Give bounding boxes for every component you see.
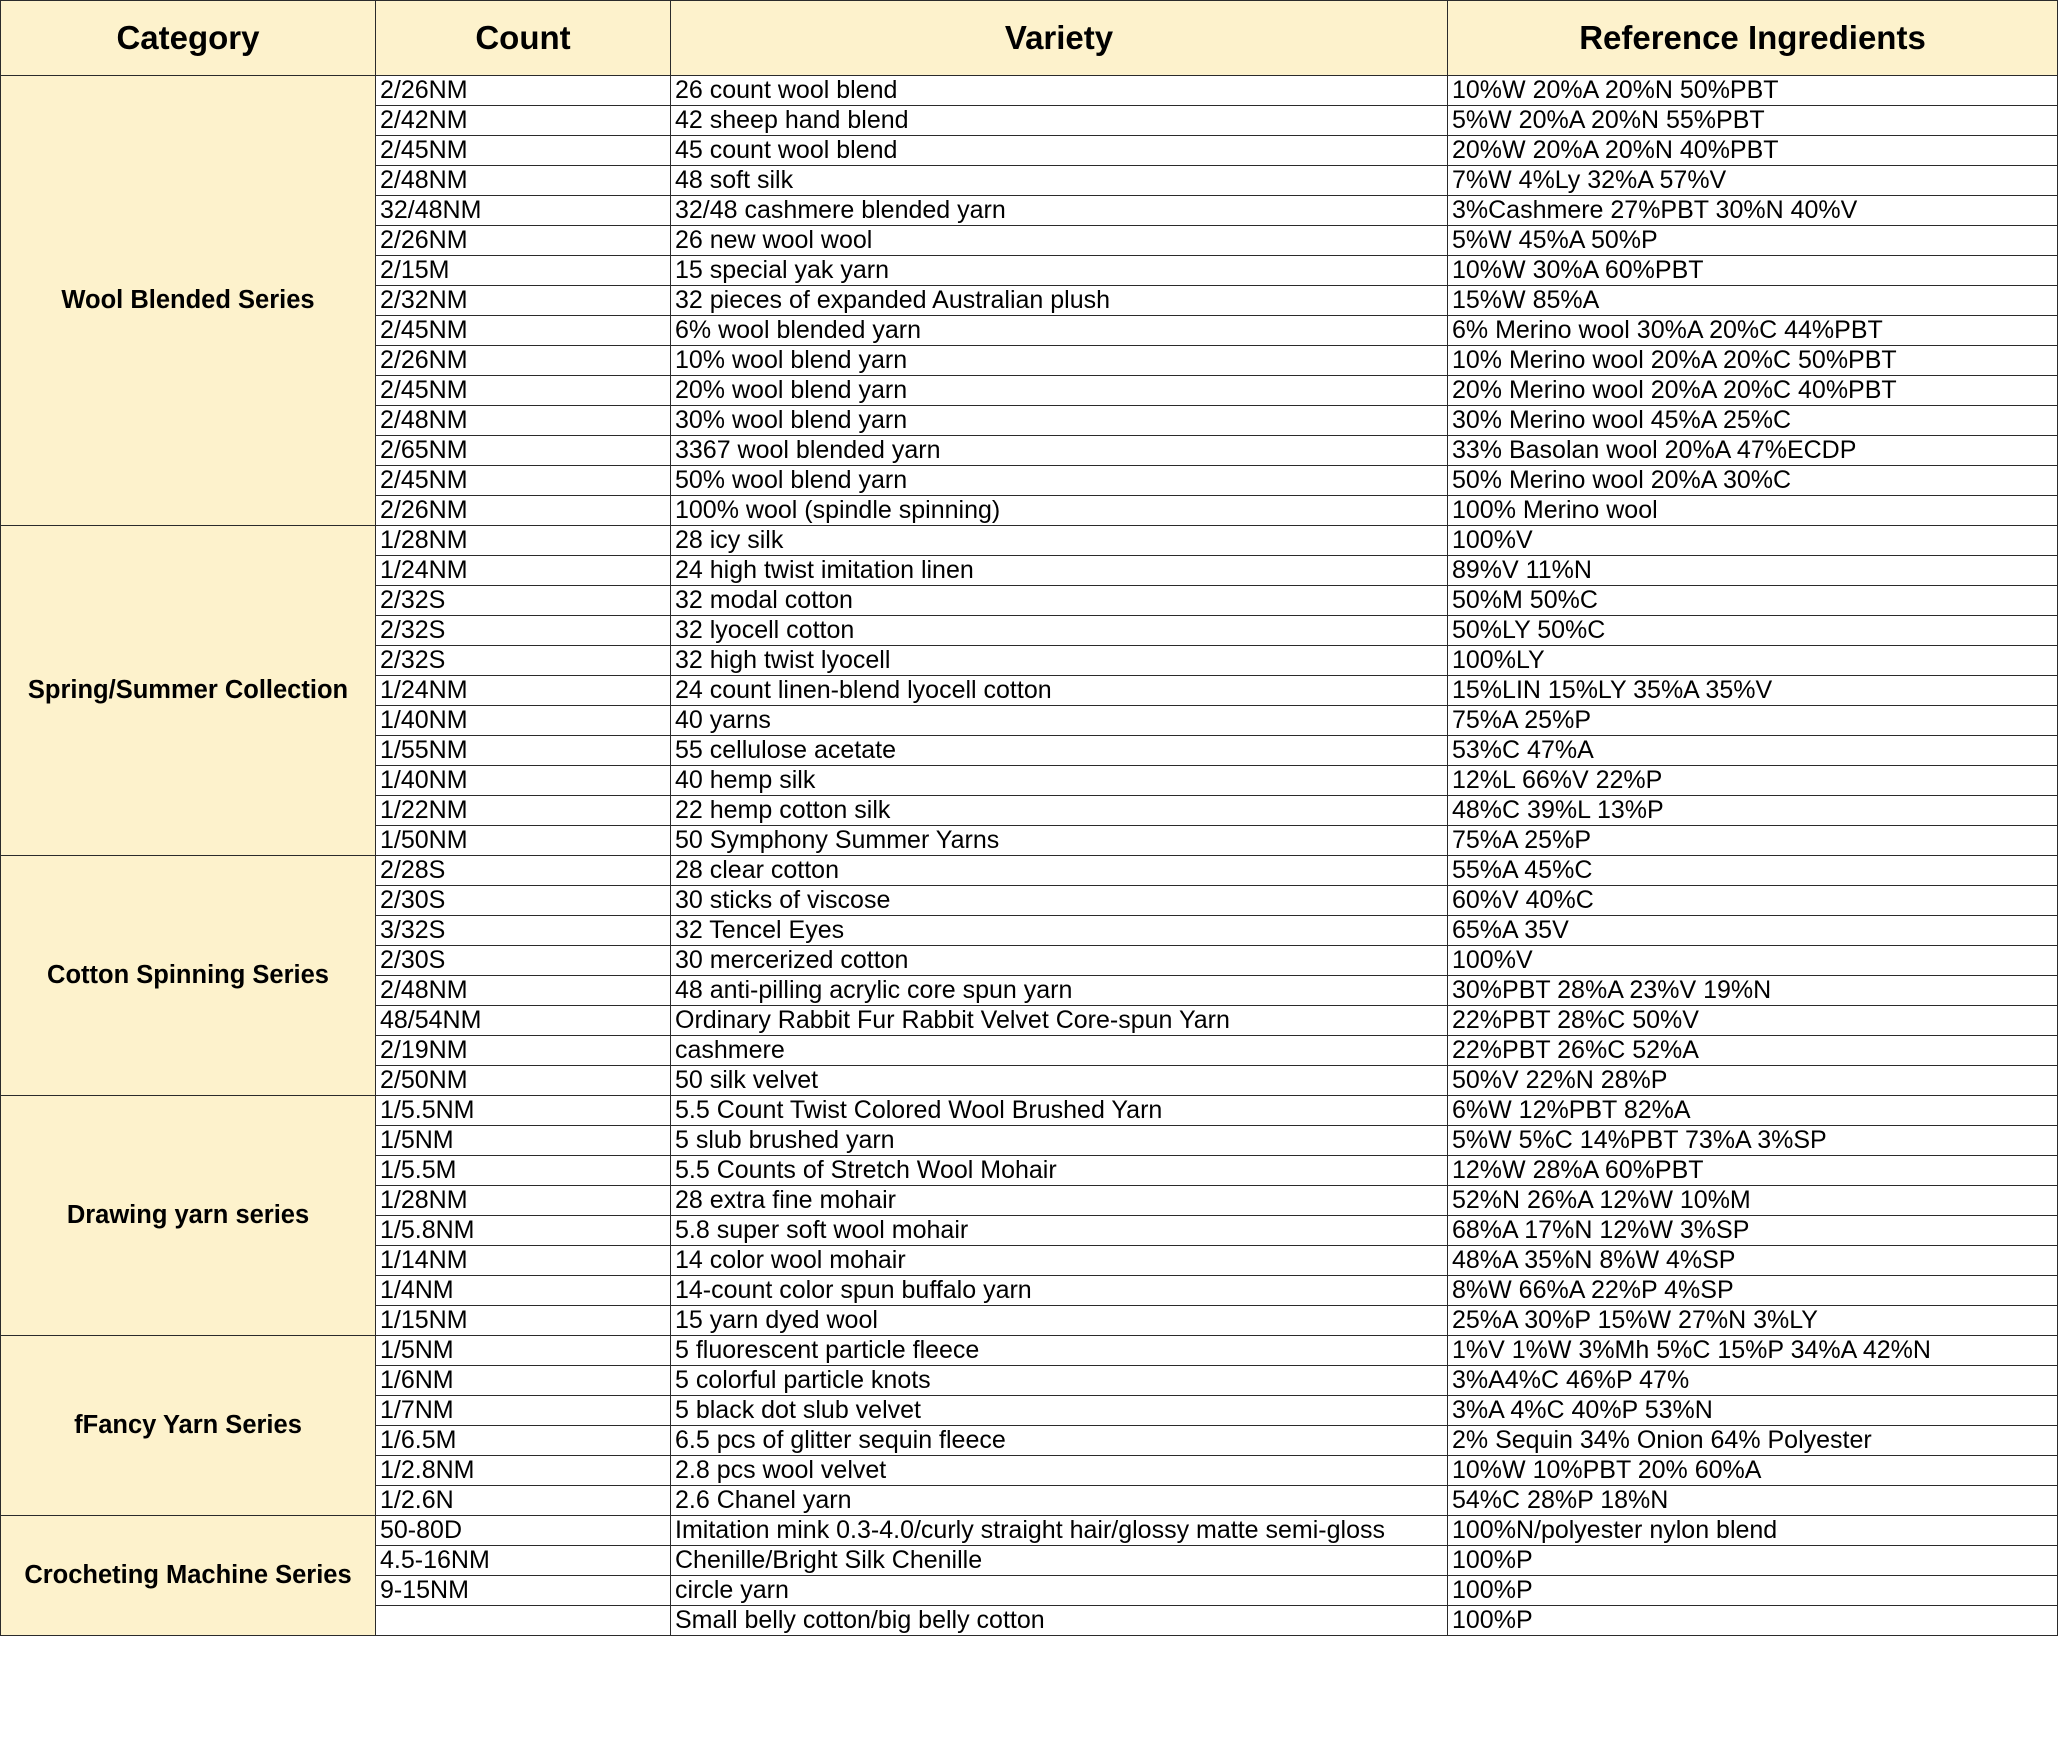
ingredients-cell: 1%V 1%W 3%Mh 5%C 15%P 34%A 42%N: [1448, 1336, 2058, 1366]
count-cell: 2/30S: [376, 886, 671, 916]
variety-cell: 30 mercerized cotton: [671, 946, 1448, 976]
variety-cell: circle yarn: [671, 1576, 1448, 1606]
ingredients-cell: 100%LY: [1448, 646, 2058, 676]
ingredients-cell: 30%PBT 28%A 23%V 19%N: [1448, 976, 2058, 1006]
count-cell: 1/40NM: [376, 706, 671, 736]
header-row: [1, 1, 2058, 76]
ingredients-cell: 3%A 4%C 40%P 53%N: [1448, 1396, 2058, 1426]
variety-cell: 26 new wool wool: [671, 226, 1448, 256]
variety-cell: 14-count color spun buffalo yarn: [671, 1276, 1448, 1306]
variety-cell: 55 cellulose acetate: [671, 736, 1448, 766]
count-cell: 1/2.6N: [376, 1486, 671, 1516]
variety-cell: 15 yarn dyed wool: [671, 1306, 1448, 1336]
ingredients-cell: 10% Merino wool 20%A 20%C 50%PBT: [1448, 346, 2058, 376]
variety-cell: 32 Tencel Eyes: [671, 916, 1448, 946]
count-cell: 1/5.5M: [376, 1156, 671, 1186]
count-cell: 1/5NM: [376, 1336, 671, 1366]
ingredients-cell: 100%P: [1448, 1606, 2058, 1636]
table-row: [1, 1096, 2058, 1126]
table-row: [1, 856, 2058, 886]
variety-cell: 5.5 Counts of Stretch Wool Mohair: [671, 1156, 1448, 1186]
count-cell: 2/32S: [376, 616, 671, 646]
ingredients-cell: 48%C 39%L 13%P: [1448, 796, 2058, 826]
variety-cell: Small belly cotton/big belly cotton: [671, 1606, 1448, 1636]
ingredients-cell: 6% Merino wool 30%A 20%C 44%PBT: [1448, 316, 2058, 346]
ingredients-cell: 10%W 10%PBT 20% 60%A: [1448, 1456, 2058, 1486]
variety-cell: 2.6 Chanel yarn: [671, 1486, 1448, 1516]
ingredients-cell: 100%V: [1448, 946, 2058, 976]
variety-cell: Imitation mink 0.3-4.0/curly straight hair/glossy matte semi-gloss: [671, 1516, 1448, 1546]
header-variety: Variety: [671, 1, 1448, 76]
ingredients-cell: 6%W 12%PBT 82%A: [1448, 1096, 2058, 1126]
variety-cell: 45 count wool blend: [671, 136, 1448, 166]
count-cell: 2/30S: [376, 946, 671, 976]
variety-cell: 6.5 pcs of glitter sequin fleece: [671, 1426, 1448, 1456]
variety-cell: 14 color wool mohair: [671, 1246, 1448, 1276]
table-row: [1, 1336, 2058, 1366]
ingredients-cell: 12%W 28%A 60%PBT: [1448, 1156, 2058, 1186]
count-cell: 1/24NM: [376, 676, 671, 706]
ingredients-cell: 100% Merino wool: [1448, 496, 2058, 526]
variety-cell: 100% wool (spindle spinning): [671, 496, 1448, 526]
ingredients-cell: 15%LIN 15%LY 35%A 35%V: [1448, 676, 2058, 706]
count-cell: 1/6.5M: [376, 1426, 671, 1456]
count-cell: 3/32S: [376, 916, 671, 946]
ingredients-cell: 7%W 4%Ly 32%A 57%V: [1448, 166, 2058, 196]
variety-cell: 32 lyocell cotton: [671, 616, 1448, 646]
count-cell: 1/2.8NM: [376, 1456, 671, 1486]
ingredients-cell: 22%PBT 26%C 52%A: [1448, 1036, 2058, 1066]
count-cell: 1/14NM: [376, 1246, 671, 1276]
variety-cell: 20% wool blend yarn: [671, 376, 1448, 406]
variety-cell: 24 high twist imitation linen: [671, 556, 1448, 586]
variety-cell: 5.8 super soft wool mohair: [671, 1216, 1448, 1246]
ingredients-cell: 25%A 30%P 15%W 27%N 3%LY: [1448, 1306, 2058, 1336]
ingredients-cell: 20%W 20%A 20%N 40%PBT: [1448, 136, 2058, 166]
variety-cell: 42 sheep hand blend: [671, 106, 1448, 136]
count-cell: 2/45NM: [376, 376, 671, 406]
count-cell: 2/26NM: [376, 346, 671, 376]
table-row: [1, 1516, 2058, 1546]
count-cell: 2/26NM: [376, 496, 671, 526]
ingredients-cell: 15%W 85%A: [1448, 286, 2058, 316]
variety-cell: 5 fluorescent particle fleece: [671, 1336, 1448, 1366]
ingredients-cell: 12%L 66%V 22%P: [1448, 766, 2058, 796]
count-cell: 1/40NM: [376, 766, 671, 796]
ingredients-cell: 2% Sequin 34% Onion 64% Polyester: [1448, 1426, 2058, 1456]
category-cell: fFancy Yarn Series: [1, 1336, 376, 1516]
count-cell: 2/32S: [376, 646, 671, 676]
ingredients-cell: 33% Basolan wool 20%A 47%ECDP: [1448, 436, 2058, 466]
count-cell: 2/45NM: [376, 316, 671, 346]
variety-cell: 30 sticks of viscose: [671, 886, 1448, 916]
ingredients-cell: 54%C 28%P 18%N: [1448, 1486, 2058, 1516]
variety-cell: 32 pieces of expanded Australian plush: [671, 286, 1448, 316]
variety-cell: 5 slub brushed yarn: [671, 1126, 1448, 1156]
ingredients-cell: 10%W 20%A 20%N 50%PBT: [1448, 76, 2058, 106]
count-cell: 1/5.5NM: [376, 1096, 671, 1126]
count-cell: 2/45NM: [376, 136, 671, 166]
variety-cell: 6% wool blended yarn: [671, 316, 1448, 346]
count-cell: 2/26NM: [376, 226, 671, 256]
ingredients-cell: 68%A 17%N 12%W 3%SP: [1448, 1216, 2058, 1246]
ingredients-cell: 55%A 45%C: [1448, 856, 2058, 886]
table-row: [1, 526, 2058, 556]
ingredients-cell: 3%Cashmere 27%PBT 30%N 40%V: [1448, 196, 2058, 226]
table-row: [1, 76, 2058, 106]
count-cell: 32/48NM: [376, 196, 671, 226]
count-cell: 2/42NM: [376, 106, 671, 136]
variety-cell: 2.8 pcs wool velvet: [671, 1456, 1448, 1486]
ingredients-cell: 48%A 35%N 8%W 4%SP: [1448, 1246, 2058, 1276]
count-cell: 2/32NM: [376, 286, 671, 316]
ingredients-cell: 5%W 20%A 20%N 55%PBT: [1448, 106, 2058, 136]
header-category: Category: [1, 1, 376, 76]
count-cell: 2/45NM: [376, 466, 671, 496]
count-cell: 1/4NM: [376, 1276, 671, 1306]
count-cell: 1/7NM: [376, 1396, 671, 1426]
count-cell: 2/50NM: [376, 1066, 671, 1096]
count-cell: 9-15NM: [376, 1576, 671, 1606]
ingredients-cell: 8%W 66%A 22%P 4%SP: [1448, 1276, 2058, 1306]
count-cell: 50-80D: [376, 1516, 671, 1546]
variety-cell: 15 special yak yarn: [671, 256, 1448, 286]
count-cell: 2/19NM: [376, 1036, 671, 1066]
variety-cell: 40 yarns: [671, 706, 1448, 736]
category-cell: Crocheting Machine Series: [1, 1516, 376, 1636]
count-cell: 1/5NM: [376, 1126, 671, 1156]
category-cell: Spring/Summer Collection: [1, 526, 376, 856]
ingredients-cell: 60%V 40%C: [1448, 886, 2058, 916]
count-cell: 2/48NM: [376, 166, 671, 196]
category-cell: Drawing yarn series: [1, 1096, 376, 1336]
variety-cell: 32/48 cashmere blended yarn: [671, 196, 1448, 226]
table-body: [1, 76, 2058, 1636]
variety-cell: 3367 wool blended yarn: [671, 436, 1448, 466]
variety-cell: Ordinary Rabbit Fur Rabbit Velvet Core-spun Yarn: [671, 1006, 1448, 1036]
ingredients-cell: 50%M 50%C: [1448, 586, 2058, 616]
count-cell: 2/65NM: [376, 436, 671, 466]
ingredients-cell: 3%A4%C 46%P 47%: [1448, 1366, 2058, 1396]
ingredients-cell: 75%A 25%P: [1448, 826, 2058, 856]
variety-cell: 32 high twist lyocell: [671, 646, 1448, 676]
variety-cell: 22 hemp cotton silk: [671, 796, 1448, 826]
variety-cell: 28 icy silk: [671, 526, 1448, 556]
ingredients-cell: 65%A 35V: [1448, 916, 2058, 946]
variety-cell: 24 count linen-blend lyocell cotton: [671, 676, 1448, 706]
variety-cell: 5 colorful particle knots: [671, 1366, 1448, 1396]
count-cell: 1/22NM: [376, 796, 671, 826]
count-cell: 1/50NM: [376, 826, 671, 856]
count-cell: 2/32S: [376, 586, 671, 616]
ingredients-cell: 50%V 22%N 28%P: [1448, 1066, 2058, 1096]
count-cell: 2/26NM: [376, 76, 671, 106]
ingredients-cell: 89%V 11%N: [1448, 556, 2058, 586]
variety-cell: 40 hemp silk: [671, 766, 1448, 796]
ingredients-cell: 100%V: [1448, 526, 2058, 556]
count-cell: 2/48NM: [376, 976, 671, 1006]
count-cell: 1/55NM: [376, 736, 671, 766]
header-ingredients: Reference Ingredients: [1448, 1, 2058, 76]
variety-cell: 50% wool blend yarn: [671, 466, 1448, 496]
variety-cell: 5.5 Count Twist Colored Wool Brushed Yarn: [671, 1096, 1448, 1126]
variety-cell: cashmere: [671, 1036, 1448, 1066]
count-cell: 2/15M: [376, 256, 671, 286]
count-cell: 1/5.8NM: [376, 1216, 671, 1246]
variety-cell: 5 black dot slub velvet: [671, 1396, 1448, 1426]
count-cell: 1/28NM: [376, 526, 671, 556]
ingredients-cell: 5%W 45%A 50%P: [1448, 226, 2058, 256]
ingredients-cell: 5%W 5%C 14%PBT 73%A 3%SP: [1448, 1126, 2058, 1156]
ingredients-cell: 50%LY 50%C: [1448, 616, 2058, 646]
ingredients-cell: 30% Merino wool 45%A 25%C: [1448, 406, 2058, 436]
count-cell: 1/28NM: [376, 1186, 671, 1216]
header-count: Count: [376, 1, 671, 76]
count-cell: 2/48NM: [376, 406, 671, 436]
count-cell: [376, 1606, 671, 1636]
count-cell: 4.5-16NM: [376, 1546, 671, 1576]
ingredients-cell: 100%N/polyester nylon blend: [1448, 1516, 2058, 1546]
variety-cell: 30% wool blend yarn: [671, 406, 1448, 436]
variety-cell: 28 clear cotton: [671, 856, 1448, 886]
ingredients-cell: 100%P: [1448, 1576, 2058, 1606]
variety-cell: 50 Symphony Summer Yarns: [671, 826, 1448, 856]
ingredients-cell: 75%A 25%P: [1448, 706, 2058, 736]
variety-cell: 26 count wool blend: [671, 76, 1448, 106]
ingredients-cell: 50% Merino wool 20%A 30%C: [1448, 466, 2058, 496]
variety-cell: 48 soft silk: [671, 166, 1448, 196]
count-cell: 2/28S: [376, 856, 671, 886]
count-cell: 1/6NM: [376, 1366, 671, 1396]
category-cell: Cotton Spinning Series: [1, 856, 376, 1096]
ingredients-cell: 20% Merino wool 20%A 20%C 40%PBT: [1448, 376, 2058, 406]
ingredients-cell: 53%C 47%A: [1448, 736, 2058, 766]
category-cell: Wool Blended Series: [1, 76, 376, 526]
variety-cell: 48 anti-pilling acrylic core spun yarn: [671, 976, 1448, 1006]
variety-cell: 28 extra fine mohair: [671, 1186, 1448, 1216]
variety-cell: 32 modal cotton: [671, 586, 1448, 616]
count-cell: 1/15NM: [376, 1306, 671, 1336]
count-cell: 48/54NM: [376, 1006, 671, 1036]
ingredients-cell: 10%W 30%A 60%PBT: [1448, 256, 2058, 286]
variety-cell: 10% wool blend yarn: [671, 346, 1448, 376]
ingredients-cell: 52%N 26%A 12%W 10%M: [1448, 1186, 2058, 1216]
variety-cell: Chenille/Bright Silk Chenille: [671, 1546, 1448, 1576]
ingredients-cell: 22%PBT 28%C 50%V: [1448, 1006, 2058, 1036]
variety-cell: 50 silk velvet: [671, 1066, 1448, 1096]
count-cell: 1/24NM: [376, 556, 671, 586]
ingredients-cell: 100%P: [1448, 1546, 2058, 1576]
